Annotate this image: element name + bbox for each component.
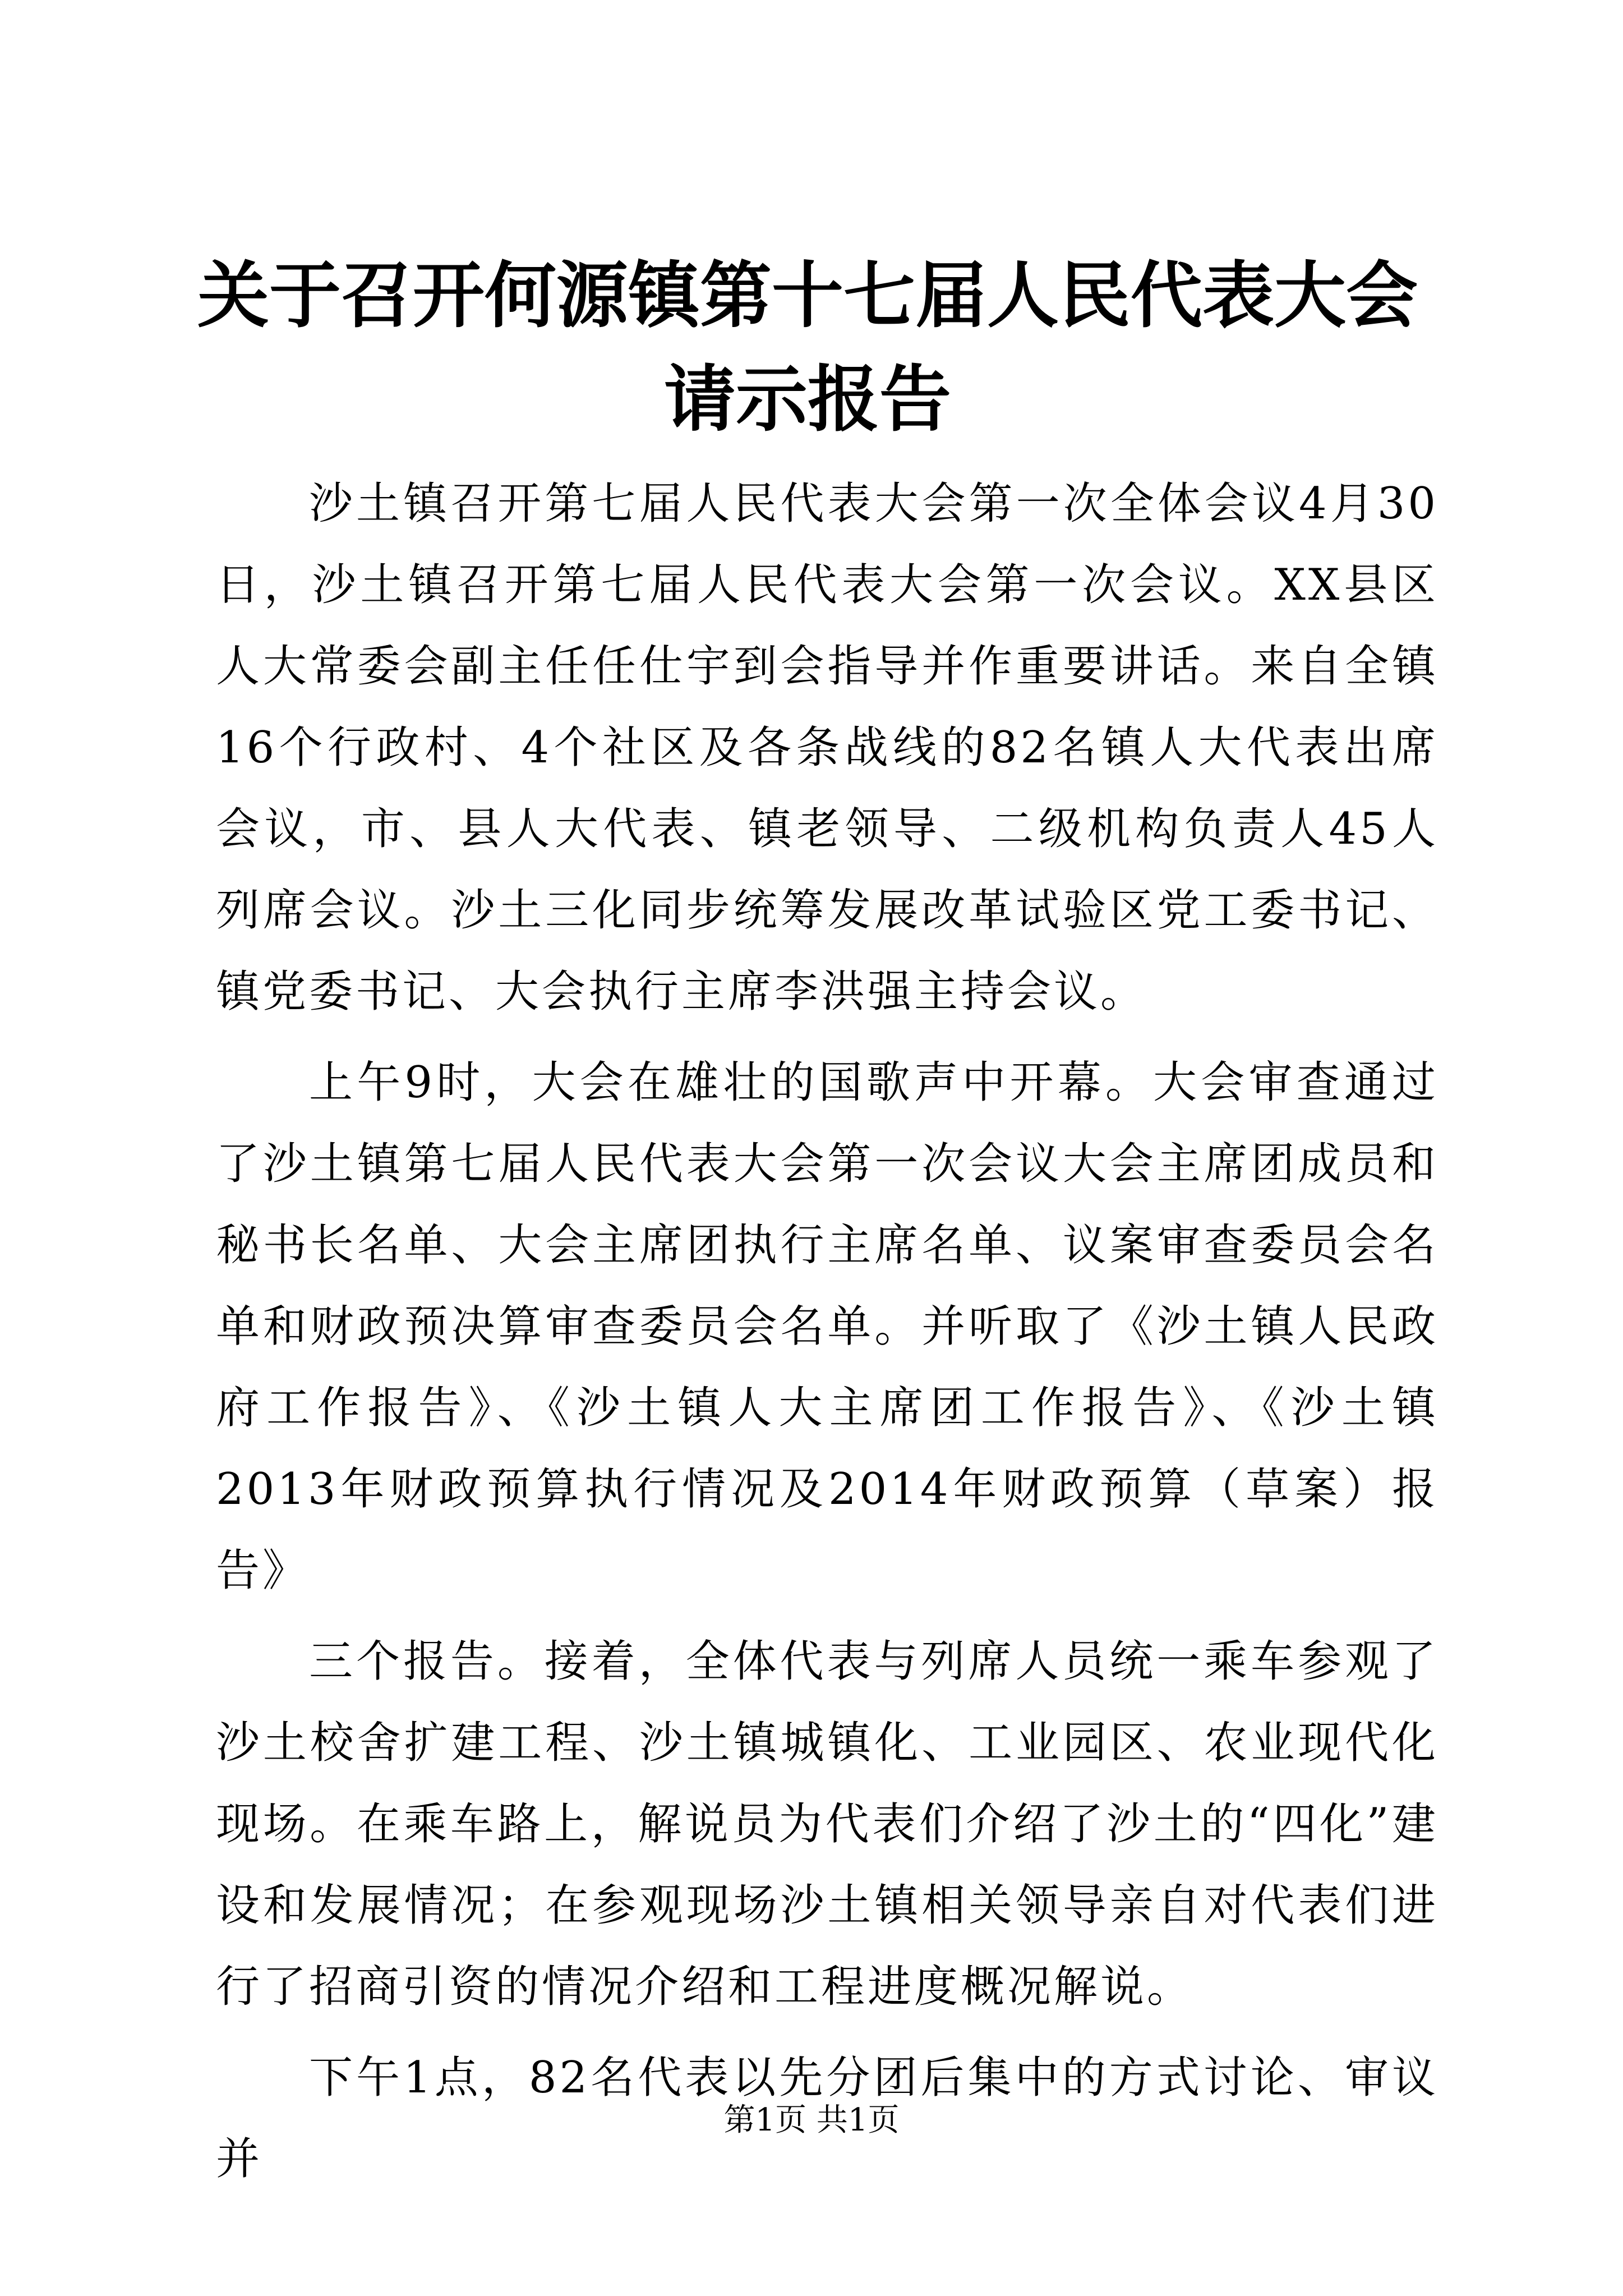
paragraph-2: 上午9时，大会在雄壮的国歌声中开幕。大会审查通过了沙土镇第七届人民代表大会第一次会议大会主席团成员和秘书长名单、大会主席团执行主席名单、议案审查委员会名单和财政预决算审查委员会名单。并听取了《沙土镇人民政府工作报告》、《沙土镇人大主席团工作报告》、《沙土镇2013年财政预算执行情况及2014年财政预算（草案）报告》 bbox=[216, 1057, 1438, 1596]
document-body bbox=[216, 463, 1438, 2210]
paragraph-4: 下午1点，82名代表以先分团后集中的方式讨论、审议并 bbox=[216, 2053, 1438, 2184]
paragraph-1: 沙土镇召开第七届人民代表大会第一次全体会议4月30日，沙土镇召开第七届人民代表大会第一次会议。XX县区人大常委会副主任任仕宇到会指导并作重要讲话。来自全镇16个行政村、4个社区及各条战线的82名镇人大代表出席会议，市、县人大代表、镇老领导、二级机构负责人45人列席会议。沙土三化同步统筹发展改革试验区党工委书记、镇党委书记、大会执行主席李洪强主持会议。 bbox=[216, 478, 1438, 1017]
paragraph-3: 三个报告。接着，全体代表与列席人员统一乘车参观了沙土校舍扩建工程、沙土镇城镇化、工业园区、农业现代化现场。在乘车路上，解说员为代表们介绍了沙土的“四化”建设和发展情况；在参观现场沙土镇相关领导亲自对代表们进行了招商引资的情况介绍和工程进度概况解说。 bbox=[216, 1636, 1438, 2012]
page-footer: 第1页 共1页 bbox=[723, 2102, 900, 2138]
document-title: 关于召开何源镇第十七届人民代表大会请示报告 bbox=[197, 254, 1418, 441]
